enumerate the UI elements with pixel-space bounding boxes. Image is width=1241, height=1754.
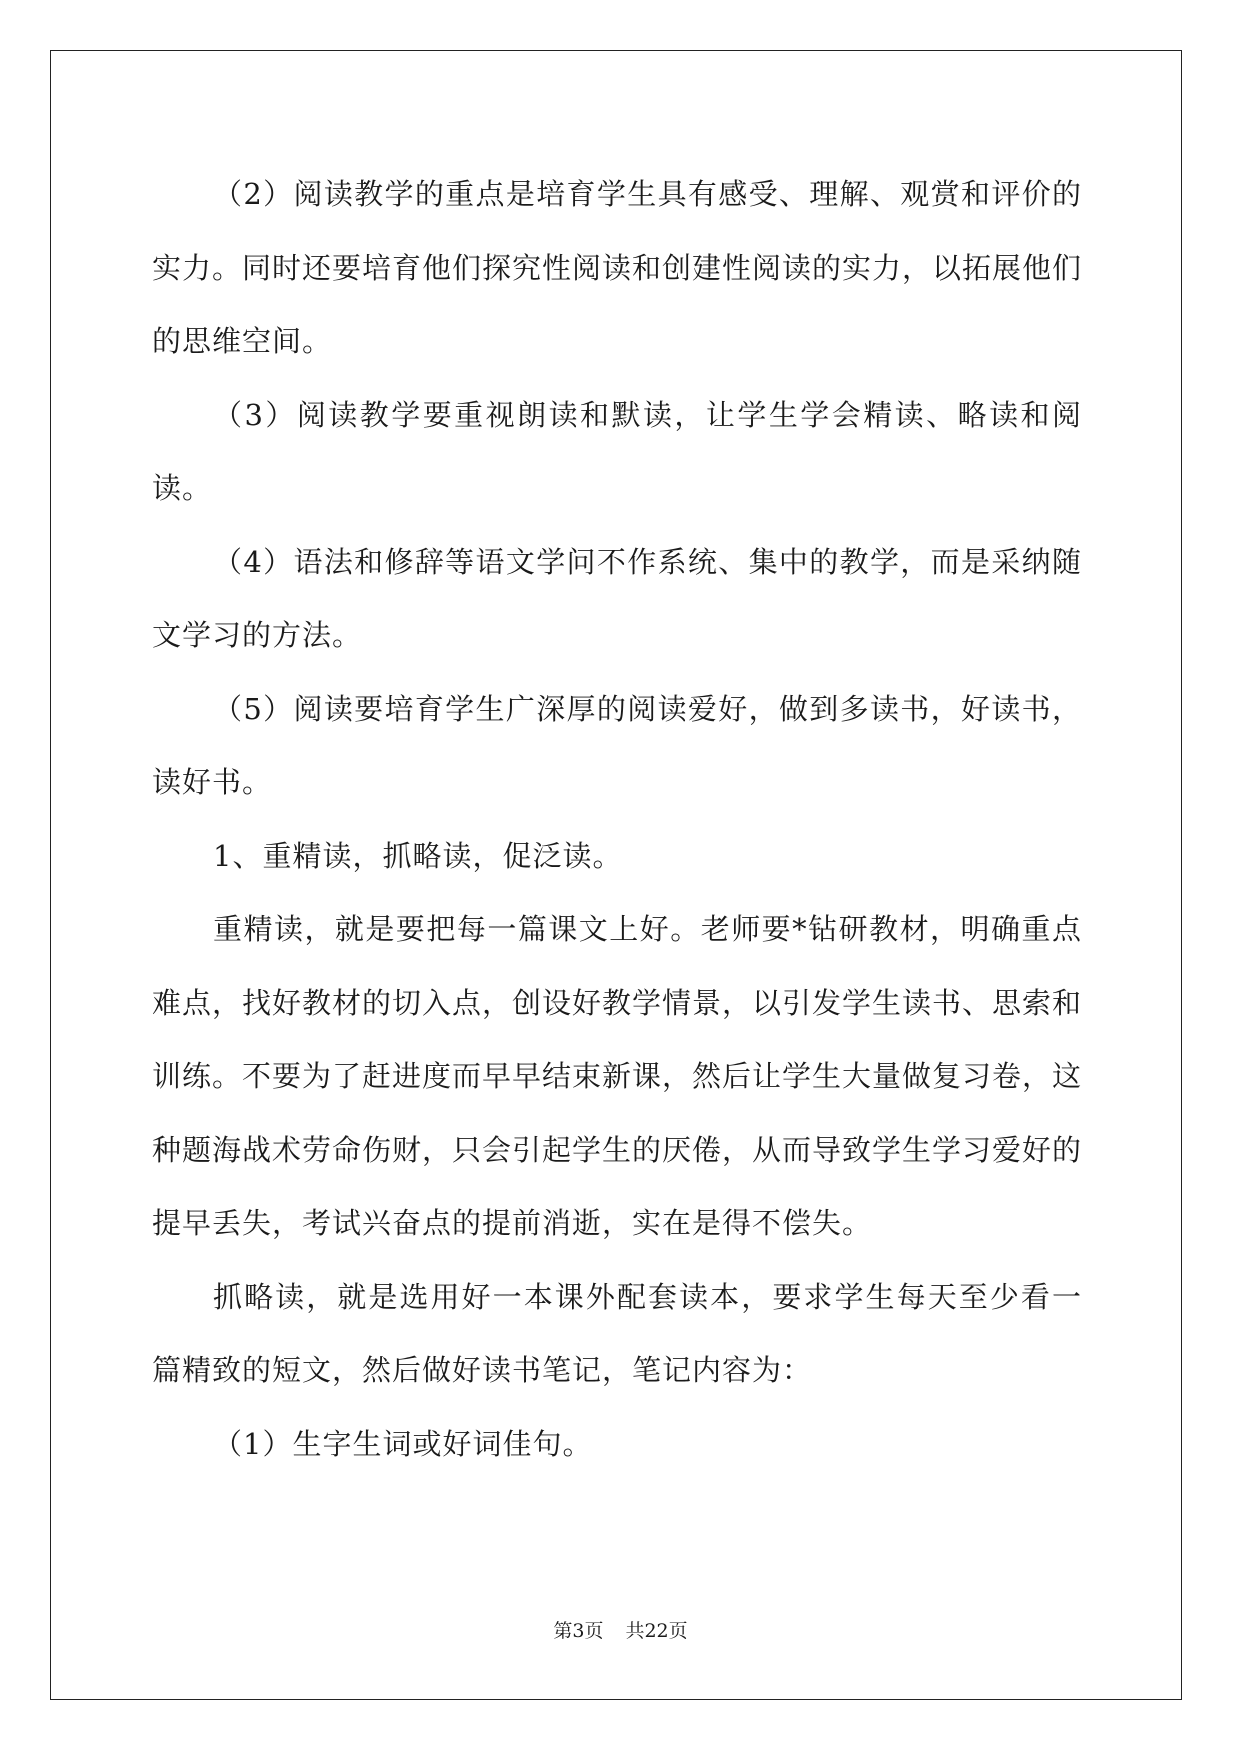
page-footer xyxy=(0,1616,1241,1643)
paragraph: （5）阅读要培育学生广深厚的阅读爱好，做到多读书，好读书，读好书。 xyxy=(152,691,1082,799)
paragraph: （4）语法和修辞等语文学问不作系统、集中的教学，而是采纳随文学习的方法。 xyxy=(152,544,1082,652)
current-page-number: 第3页 xyxy=(553,1620,604,1642)
paragraph: 1、重精读，抓略读，促泛读。 xyxy=(213,838,623,873)
total-pages: 共22页 xyxy=(625,1620,688,1642)
paragraph: （1）生字生词或好词佳句。 xyxy=(213,1426,593,1461)
paragraph: 抓略读，就是选用好一本课外配套读本，要求学生每天至少看一篇精致的短文，然后做好读书笔记，笔记内容为： xyxy=(152,1279,1082,1387)
paragraph: （3）阅读教学要重视朗读和默读，让学生学会精读、略读和阅读。 xyxy=(152,397,1082,505)
paragraph: （2）阅读教学的重点是培育学生具有感受、理解、观赏和评价的实力。同时还要培育他们探究性阅读和创建性阅读的实力，以拓展他们的思维空间。 xyxy=(152,177,1083,358)
paragraph: 重精读，就是要把每一篇课文上好。老师要*钻研教材，明确重点难点，找好教材的切入点，创设好教学情景，以引发学生读书、思索和训练。不要为了赶进度而早早结束新课，然后让学生大量做复习卷，这种题海战术劳命伤财，只会引起学生的厌倦，从而导致学生学习爱好的提早丢失，考试兴奋点的提前消逝，实在是得不偿失。 xyxy=(152,912,1083,1240)
document-body xyxy=(152,158,1082,1481)
